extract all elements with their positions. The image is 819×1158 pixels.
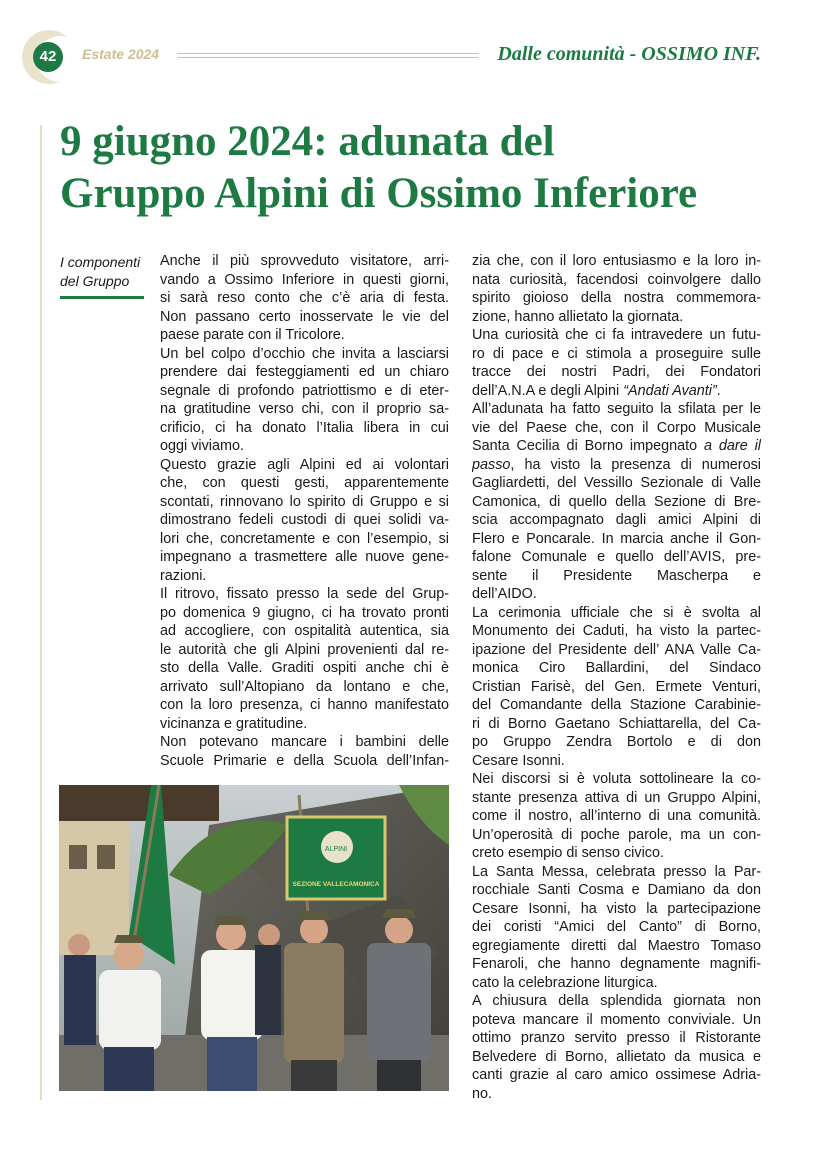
- text-segment: Cesare Isonni, ha visto la partecipazione: [472, 900, 761, 917]
- caption-rule: [60, 296, 144, 299]
- text-line: [472, 696, 761, 715]
- text-line: [160, 567, 449, 586]
- text-segment: arrivato sull’Altopiano da lontano e che,: [160, 678, 449, 695]
- text-line: [160, 252, 449, 271]
- text-segment: ri di Borno Gaetano Schiattarella, del Ca-: [472, 715, 761, 732]
- text-segment: zia che, con il loro entusiasmo e la loro in-: [472, 253, 761, 269]
- text-segment: Non potevano mancare i bambini delle: [160, 734, 449, 750]
- header-rule: [178, 53, 478, 54]
- text-segment: po domenica 9 giugno, ci ha trovato pronti: [160, 604, 449, 621]
- text-segment: Fenaroli, che hanno degnamente magnifi-: [472, 956, 761, 972]
- banner-emblem-text: ALPINI: [324, 846, 348, 853]
- text-segment: sto della Valle. Graditi ospiti anche chi è: [160, 660, 449, 676]
- section-title: Dalle comunità - OSSIMO INF.: [497, 43, 761, 65]
- text-segment: Anche il più sprovveduto visitatore, arri-: [160, 253, 449, 269]
- text-line: [160, 419, 449, 438]
- text-segment: dei coristi “Amici del Canto” di Borno,: [472, 919, 761, 935]
- text-line: [472, 992, 761, 1011]
- text-line: [160, 511, 449, 530]
- text-line: [472, 789, 761, 808]
- text-segment: si sarà reso conto che c’è aria di festa.: [160, 290, 449, 306]
- text-segment: Questo grazie agli Alpini ed ai volontari: [160, 456, 449, 473]
- text-segment: vando a Ossimo Inferiore in questi giorni,: [160, 271, 449, 288]
- text-segment: ro di pace e ci stimola a proseguire sulle: [472, 345, 761, 362]
- text-segment: ottimo pranzo servito presso il Ristorante: [472, 1030, 761, 1046]
- text-segment: La Santa Messa, celebrata presso la Par-: [472, 863, 761, 880]
- text-segment: Non passano certo inosservate le vie del: [160, 308, 449, 325]
- text-segment: spirito gioioso della nostra commemora-: [472, 290, 761, 306]
- article-title-line: 9 giugno 2024: adunata del: [60, 118, 555, 165]
- text-segment: .: [716, 382, 721, 399]
- text-segment: Flero e Poncarale. In marcia anche il Gon-: [472, 530, 761, 547]
- text-line: [472, 419, 761, 438]
- text-segment: nata curiosità, facendosi coinvolgere dallo: [472, 271, 761, 288]
- text-segment: Santa Cecilia di Borno impegnato: [472, 438, 705, 454]
- text-line: [472, 955, 761, 974]
- text-line: [160, 641, 449, 660]
- text-segment: vicinanza e gratitudine.: [160, 715, 308, 732]
- text-segment: no.: [472, 1085, 493, 1102]
- text-segment: Un bel colpo d’occhio che invita a lasciarsi: [160, 345, 449, 362]
- text-segment: poteva mancare il momento conviviale. Un: [472, 1011, 761, 1028]
- text-line: [160, 308, 449, 327]
- text-segment: na gratitudine verso chi, con il proprio sa-: [160, 401, 449, 417]
- text-segment: vie del Paese che, con il Corpo Musicale: [472, 419, 761, 436]
- text-line: [472, 826, 761, 845]
- photo-caption: [60, 253, 148, 291]
- text-line: [472, 400, 761, 419]
- text-segment: scontati, rinnovano lo spirito di Gruppo e si: [160, 493, 449, 510]
- text-line: [472, 271, 761, 290]
- text-line: [472, 807, 761, 826]
- text-line: [160, 326, 449, 345]
- text-line: [472, 493, 761, 512]
- text-line: [472, 844, 761, 863]
- text-line: [472, 863, 761, 882]
- text-segment: rocchiale Santi Cosma e Damiano da don: [472, 882, 761, 898]
- text-segment: razioni.: [160, 567, 207, 584]
- header-rule: [178, 57, 478, 58]
- text-segment: , ha visto la presenza di numerosi: [510, 456, 761, 473]
- text-segment: stante presenza attiva di un Gruppo Alpini,: [472, 789, 761, 806]
- text-line: [472, 715, 761, 734]
- text-segment: Una curiosità che ci fa intravedere un futu-: [472, 327, 761, 343]
- text-segment: La cerimonia ufficiale che si è svolta al: [472, 604, 761, 621]
- text-line: [472, 363, 761, 382]
- text-line: [160, 474, 449, 493]
- text-line: [472, 770, 761, 789]
- text-line: [160, 456, 449, 475]
- text-line: [160, 622, 449, 641]
- text-segment: tracce dei nostri Padri, dei Fondatori: [472, 364, 761, 380]
- text-segment: ipazione del Presidente dell’ ANA Valle Ca-: [472, 641, 761, 658]
- text-line: [472, 937, 761, 956]
- text-line: [472, 456, 761, 475]
- text-segment: come il nostro, all’interno di una comunità.: [472, 808, 761, 824]
- text-line: [472, 308, 761, 327]
- text-line: [160, 271, 449, 290]
- text-segment: zione, hanno allietato la giornata.: [472, 308, 684, 325]
- text-segment: Gagliardetti, del Vessillo Sezionale di Valle: [472, 475, 761, 491]
- text-line: [160, 382, 449, 401]
- text-line: [472, 622, 761, 641]
- text-segment: oggi viviamo.: [160, 438, 244, 454]
- text-segment: impegnano a trasmettere alle nuove gene-: [160, 549, 449, 565]
- text-line: [472, 641, 761, 660]
- text-segment: Monumento dei Caduti, ha visto la partec-: [472, 623, 761, 639]
- text-segment: Belvedere di Borno, allietato da musica e: [472, 1048, 761, 1065]
- text-segment: dell’A.N.A e degli Alpini: [472, 382, 624, 399]
- text-segment: dimostrano fedeli custodi di quei solidi va-: [160, 512, 449, 528]
- text-line: [472, 548, 761, 567]
- text-line: [160, 493, 449, 512]
- text-line: [160, 678, 449, 697]
- text-segment: le autorità che gli Alpini provenienti dal re-: [160, 641, 449, 658]
- text-line: [160, 548, 449, 567]
- caption-line: I componenti: [60, 254, 141, 270]
- text-segment: monica Ciro Ballardini, del Sindaco: [472, 660, 761, 676]
- page-number: 42: [33, 42, 63, 72]
- text-segment: Cristian Farisè, del Gen. Ermete Venturi,: [472, 678, 761, 695]
- text-segment: prendere dai festeggiamenti ed un chiaro: [160, 364, 449, 380]
- text-line: [472, 918, 761, 937]
- text-line: [472, 1011, 761, 1030]
- caption-line: del Gruppo: [60, 273, 130, 289]
- text-line: [472, 511, 761, 530]
- text-segment: cato la celebrazione liturgica.: [472, 974, 658, 991]
- text-line: [472, 1029, 761, 1048]
- text-line: [160, 696, 449, 715]
- banner-text: SEZIONE VALLECAMONICA: [292, 881, 380, 888]
- text-line: [160, 363, 449, 382]
- text-segment: falone Comunale e quello dell’AVIS, pre-: [472, 549, 761, 565]
- text-segment: scia accompagnato dagli amici Alpini di: [472, 512, 761, 528]
- text-segment: po Gruppo Zendra Bortolo e di don: [472, 734, 761, 750]
- text-line: [160, 604, 449, 623]
- text-line: [160, 530, 449, 549]
- group-photo: [59, 785, 449, 1091]
- text-segment: Cesare Isonni.: [472, 752, 565, 769]
- text-line: [472, 678, 761, 697]
- text-segment: Camonica, di quello della Sezione di Bre-: [472, 493, 761, 510]
- text-segment: del Comandante della Stazione Carabinie-: [472, 697, 761, 713]
- text-line: [160, 437, 449, 456]
- article-title-line: Gruppo Alpini di Ossimo Inferiore: [60, 170, 698, 217]
- text-line: [472, 567, 761, 586]
- text-line: [472, 1066, 761, 1085]
- text-line: [160, 733, 449, 752]
- text-line: [472, 733, 761, 752]
- text-segment: A chiusura della splendida giornata non: [472, 993, 761, 1009]
- text-segment: Un’operosità di poche parole, ma un con-: [472, 826, 761, 843]
- text-segment: lori che, concretamente e con l’esempio, si: [160, 530, 449, 547]
- text-line: [472, 289, 761, 308]
- article-column-1: [160, 252, 449, 770]
- text-segment: Nei discorsi si è voluta sottolineare la co-: [472, 771, 761, 787]
- article-column-2: [472, 252, 761, 1103]
- text-segment: egregiamente diretti dal Maestro Tomaso: [472, 937, 761, 954]
- issue-season: Estate 2024: [82, 46, 160, 62]
- text-line: [472, 752, 761, 771]
- text-line: [160, 289, 449, 308]
- text-line: [160, 715, 449, 734]
- text-segment: che, con questi gesti, apparentemente: [160, 475, 449, 491]
- text-segment: dell’AIDO.: [472, 586, 537, 602]
- article-title: [60, 116, 800, 220]
- text-line: [472, 659, 761, 678]
- text-segment: canti grazie al caro amico ossimese Adria-: [472, 1067, 761, 1083]
- text-line: [160, 400, 449, 419]
- text-line: [472, 585, 761, 604]
- italic-segment: passo: [472, 456, 511, 473]
- text-line: [472, 900, 761, 919]
- text-segment: Scuole Primarie e della Scuola dell’Infan-: [160, 752, 449, 769]
- text-segment: con la loro presenza, ci hanno manifestato: [160, 697, 449, 713]
- text-segment: creto esempio di senso civico.: [472, 845, 664, 861]
- italic-segment: a dare il: [704, 438, 761, 454]
- text-segment: ad accogliere, con ospitalità autentica, sia: [160, 623, 449, 639]
- text-segment: Il ritrovo, fissato presso la sede del Grup-: [160, 586, 449, 602]
- text-line: [472, 974, 761, 993]
- text-segment: segnale di profondo patriottismo e di eter-: [160, 382, 449, 399]
- text-line: [160, 659, 449, 678]
- text-segment: All’adunata ha fatto seguito la sfilata per le: [472, 401, 761, 417]
- text-line: [472, 326, 761, 345]
- text-line: [472, 437, 761, 456]
- text-segment: paese parate con il Tricolore.: [160, 327, 345, 343]
- text-line: [472, 881, 761, 900]
- text-segment: sente il Presidente Mascherpa e: [472, 567, 761, 584]
- text-line: [472, 474, 761, 493]
- text-line: [472, 1085, 761, 1104]
- text-line: [472, 382, 761, 401]
- text-line: [160, 585, 449, 604]
- text-line: [160, 752, 449, 771]
- margin-rule: [40, 125, 42, 1100]
- text-line: [472, 345, 761, 364]
- group-photo-illustration: [59, 785, 449, 1091]
- text-segment: crificio, ci ha donato l’Italia libera in cui: [160, 419, 449, 436]
- text-line: [472, 252, 761, 271]
- text-line: [472, 530, 761, 549]
- text-line: [472, 604, 761, 623]
- text-line: [160, 345, 449, 364]
- text-line: [472, 1048, 761, 1067]
- italic-segment: “Andati Avanti”: [623, 382, 717, 399]
